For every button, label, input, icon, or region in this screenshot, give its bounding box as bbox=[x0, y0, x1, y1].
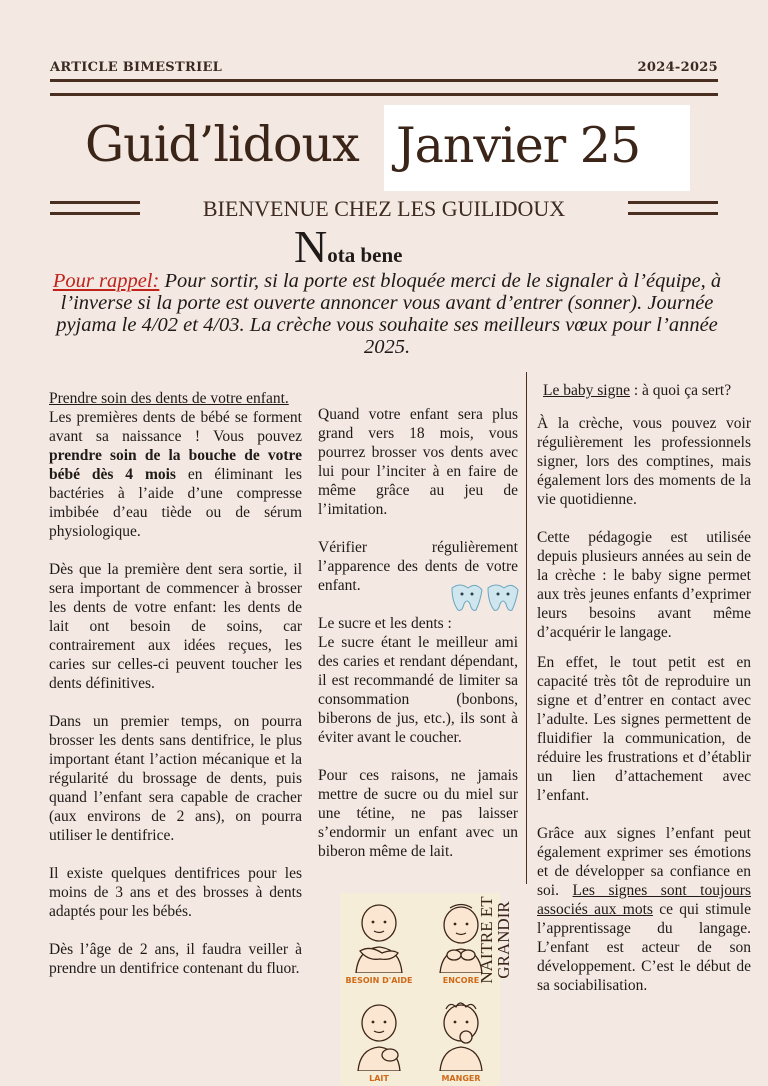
teeth-p4: Il existe quelques dentifrices pour les moins de 3 ans et des brosses à dents adaptés pour les bébés. bbox=[49, 865, 302, 920]
header-rule-2 bbox=[50, 93, 718, 96]
column-teeth bbox=[49, 389, 302, 997]
teeth-p3: Dans un premier temps, on pourra brosser les dents sans dentifrice, le plus important étant l’action mécanique et la régularité du brossage de dents, puis quand l’enfant sera capable de cracher (aux environs de 2 ans), on pourra utiliser le dentifrice. bbox=[49, 713, 302, 844]
reminder-paragraph bbox=[42, 270, 732, 358]
teeth-p1 bbox=[49, 408, 302, 541]
header-label-right: 2024-2025 bbox=[637, 60, 718, 75]
nota-bene-heading bbox=[294, 220, 402, 273]
baby-face-icon bbox=[342, 993, 416, 1071]
baby-face-icon bbox=[342, 895, 416, 973]
vertical-text-1: NAITRE ET bbox=[477, 896, 496, 984]
sign-manger bbox=[424, 993, 498, 1083]
baby-sign-p4-c: ce qui stimule l’apprentissage du langage. L’enfant est acteur de son développement. C’est le début de sa sociabilisation. bbox=[537, 901, 751, 994]
issue-month: Janvier 25 bbox=[396, 117, 641, 174]
teeth-p1-c: en éliminant les bactéries à l’aide d’une compresse imbibée d’eau tiède ou de sérum physiologique. bbox=[49, 466, 302, 540]
baby-sign-p4-u: Les signes sont toujours associés aux mots bbox=[537, 882, 751, 918]
baby-sign-illustration bbox=[340, 893, 500, 1086]
column-divider bbox=[526, 372, 527, 884]
baby-sign-title bbox=[537, 381, 751, 400]
sign-label-3: LAIT bbox=[369, 1074, 389, 1083]
teeth-icon bbox=[446, 580, 526, 614]
sugar-p3 bbox=[318, 614, 518, 747]
sugar-p3-title: Le sucre et les dents : bbox=[318, 615, 452, 632]
teeth-p5: Dès l’âge de 2 ans, il faudra veiller à prendre un dentifrice contenant du fluor. bbox=[49, 941, 302, 977]
teeth-p2: Dès que la première dent sera sortie, il sera important de commencer à brosser les dents de votre enfant: les dents de lait ont besoin de soins, car contrairement aux idées reçues, les caries sur celles-ci peuvent toucher les dents définitives. bbox=[49, 561, 302, 692]
baby-sign-title-underlined: Le baby signe bbox=[543, 382, 630, 399]
masthead bbox=[0, 105, 768, 191]
column-baby-sign bbox=[537, 381, 751, 1014]
welcome-heading: BIENVENUE CHEZ LES GUILIDOUX bbox=[202, 196, 566, 221]
sugar-p2: Vérifier régulièrement l’apparence des dents de votre enfant. bbox=[318, 539, 518, 594]
teeth-p1-bold: prendre soin de la bouche de votre bébé dès 4 mois bbox=[49, 447, 302, 483]
sign-label-1: BESOIN D'AIDE bbox=[345, 976, 413, 985]
teeth-title: Prendre soin des dents de votre enfant. bbox=[49, 390, 289, 407]
sign-label-4: MANGER bbox=[441, 1074, 481, 1083]
header-label-left: ARTICLE BIMESTRIEL bbox=[50, 60, 223, 75]
baby-sign-p3: En effet, le tout petit est en capacité très tôt de reproduire un signe et d’entrer en contact avec l’adulte. Les signes permettent de fluidifier la communication, de réduire les frustrations et d’établir un lien d’attachement avec l’enfant. bbox=[537, 654, 751, 804]
naitre-et-grandir-label bbox=[478, 880, 512, 1000]
teeth-p1-a: Les premières dents de bébé se forment avant sa naissance ! Vous pouvez bbox=[49, 409, 302, 445]
vertical-text-2: GRANDIR bbox=[494, 901, 513, 979]
baby-sign-title-rest: : à quoi ça sert? bbox=[629, 382, 732, 399]
header-rule-1 bbox=[50, 79, 718, 82]
sign-label-2: ENCORE bbox=[442, 976, 480, 985]
sugar-p1: Quand votre enfant sera plus grand vers 18 mois, vous pourrez brosser vos dents avec lui pour l’inciter à en faire de même grâce au jeu de l’imitation. bbox=[318, 406, 518, 518]
brand-title: Guid’lidoux bbox=[85, 116, 359, 173]
reminder-text: Pour sortir, si la porte est bloquée merci de le signaler à l’équipe, à l’inverse si la porte est ouverte annoncer vous avant d’entrer (sonner). Journée pyjama le 4/02 et 4/03. La crèche vous souhaite ses meilleurs vœux pour l’année 2025. bbox=[56, 270, 722, 358]
baby-sign-p4-a: Grâce aux signes l’enfant peut également exprimer ses émotions et de développer sa confiance en soi. bbox=[537, 825, 751, 899]
sign-lait bbox=[342, 993, 416, 1083]
baby-sign-p4 bbox=[537, 824, 751, 995]
baby-sign-p1: À la crèche, vous pouvez voir régulièrement les professionnels signer, lors des comptines, mais également lors des moments de la vie quotidienne. bbox=[537, 415, 751, 508]
sugar-p4: Pour ces raisons, ne jamais mettre de sucre ou du miel sur une tétine, ne pas laisser s’endormir un enfant avec un biberon même de lait. bbox=[318, 767, 518, 860]
sign-besoin-d-aide bbox=[342, 895, 416, 985]
nota-rest: ota bene bbox=[327, 243, 403, 267]
baby-sign-p2: Cette pédagogie est utilisée depuis plusieurs années au sein de la crèche : le baby signe permet aux très jeunes enfants d’exprimer leurs besoins avant même d’acquérir le langage. bbox=[537, 529, 751, 641]
sugar-p3-text: Le sucre étant le meilleur ami des caries et rendant dépendant, il est recommandé de limiter sa consommation (bonbons, biberons de jus, etc.), ils sont à éviter avant le coucher. bbox=[318, 634, 518, 746]
reminder-lead: Pour rappel: bbox=[52, 270, 160, 292]
month-box bbox=[384, 105, 690, 191]
nota-initial: N bbox=[294, 221, 328, 272]
baby-face-icon bbox=[424, 993, 498, 1071]
column-sugar bbox=[318, 405, 518, 880]
